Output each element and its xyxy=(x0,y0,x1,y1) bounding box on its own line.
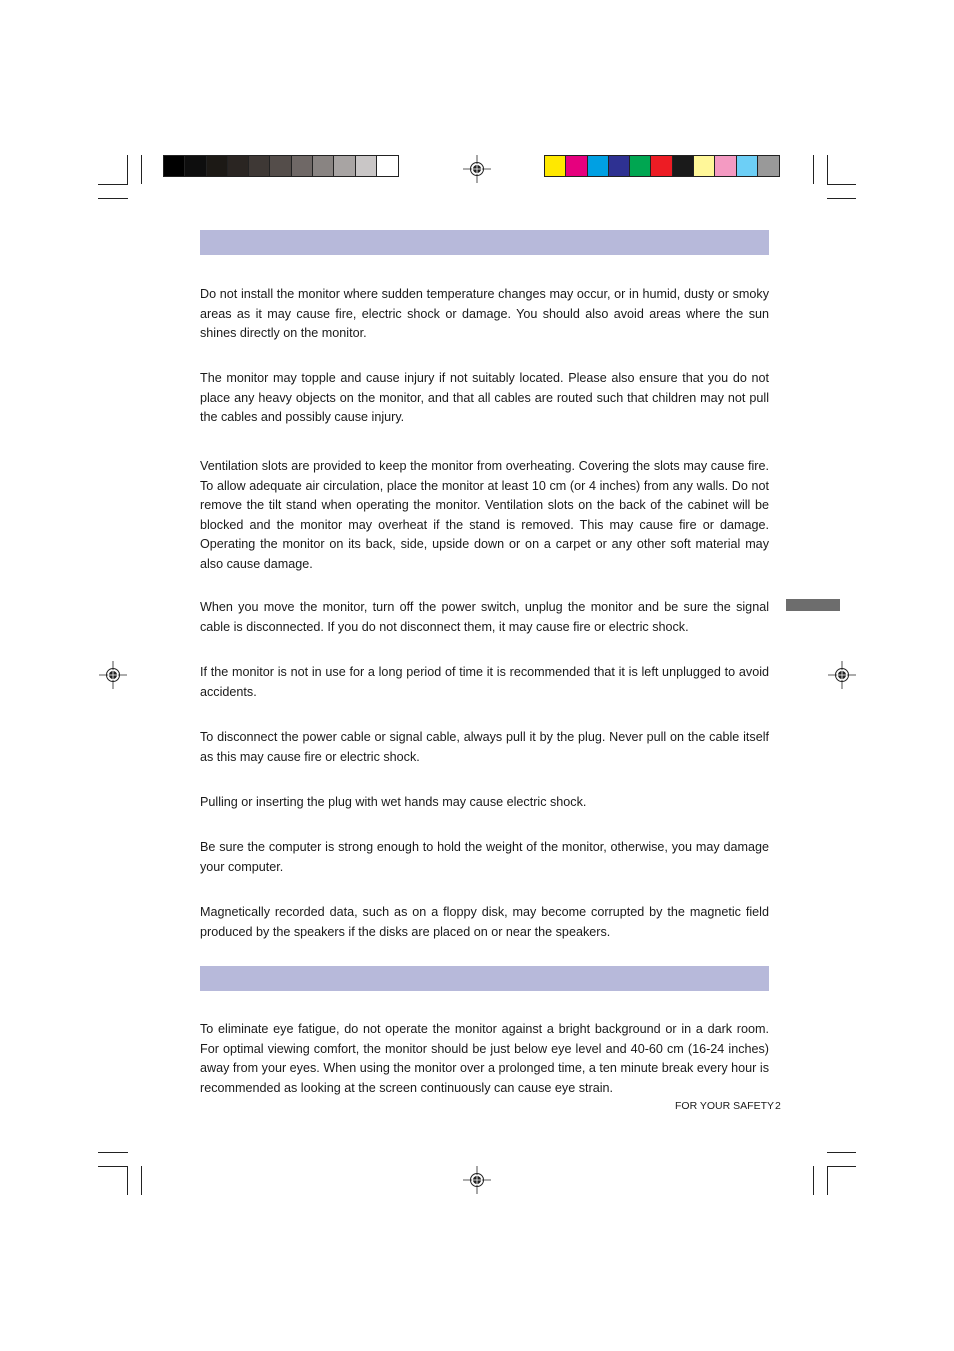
registration-mark-icon xyxy=(828,661,856,689)
color-swatch xyxy=(673,156,694,176)
safety-paragraph: Pulling or inserting the plug with wet hands may cause electric shock. xyxy=(200,795,587,809)
page-number: 2 xyxy=(775,1100,781,1112)
registration-mark-icon xyxy=(463,1166,491,1194)
color-swatch xyxy=(228,156,249,176)
color-swatch xyxy=(292,156,313,176)
safety-paragraph: Magnetically recorded data, such as on a floppy disk, may become corrupted by the magnetic field produced by the speakers if the disks are placed on or near the speakers. xyxy=(200,905,769,939)
color-swatch xyxy=(313,156,334,176)
color-swatch xyxy=(737,156,758,176)
registration-mark-icon xyxy=(463,155,491,183)
comfort-paragraph: To eliminate eye fatigue, do not operate the monitor against a bright background or in a dark room. For optimal viewing comfort, the monitor should be just below eye level and 40-60 cm (16-24 inches) away from your eyes. When using the monitor over a prolonged time, a ten minute break every hour is recommended as looking at the screen continuously can cause eye strain. xyxy=(200,1022,769,1095)
color-swatch xyxy=(249,156,270,176)
safety-paragraph: Be sure the computer is strong enough to hold the weight of the monitor, otherwise, you may damage your computer. xyxy=(200,840,769,874)
safety-paragraph: Do not install the monitor where sudden temperature changes may occur, or in humid, dusty or smoky areas as it may cause fire, electric shock or damage. You should also avoid areas where the sun shines directly on the monitor. xyxy=(200,287,769,340)
safety-paragraph: The monitor may topple and cause injury if not suitably located. Please also ensure that you do not place any heavy objects on the monitor, and that all cables are routed such that children may not pull the cables and possibly cause injury. xyxy=(200,371,769,424)
color-swatch xyxy=(715,156,736,176)
chapter-tab-marker xyxy=(786,599,840,611)
color-swatch xyxy=(164,156,185,176)
color-swatch xyxy=(566,156,587,176)
section-header-band xyxy=(200,230,769,255)
color-swatch xyxy=(270,156,291,176)
color-calibration-bar xyxy=(544,155,780,177)
color-swatch xyxy=(588,156,609,176)
safety-paragraph: When you move the monitor, turn off the power switch, unplug the monitor and be sure the signal cable is disconnected. If you do not disconnect them, it may cause fire or electric shock. xyxy=(200,600,769,634)
safety-paragraph: Ventilation slots are provided to keep the monitor from overheating. Covering the slots may cause fire. To allow adequate air circulation, place the monitor at least 10 cm (or 4 inches) from any walls. Do not remove the tilt stand when operating the monitor. Ventilation slots on the back of the cabinet will be blocked and the monitor may overheat if the stand is removed. This may cause fire or damage. Operating the monitor on its back, side, upside down or on a carpet or any other soft material may also cause damage. xyxy=(200,459,769,571)
safety-paragraph: If the monitor is not in use for a long period of time it is recommended that it is left unplugged to avoid accidents. xyxy=(200,665,769,699)
color-swatch xyxy=(356,156,377,176)
color-swatch xyxy=(185,156,206,176)
color-swatch xyxy=(694,156,715,176)
color-swatch xyxy=(334,156,355,176)
color-swatch xyxy=(651,156,672,176)
color-swatch xyxy=(758,156,779,176)
color-swatch xyxy=(207,156,228,176)
color-swatch xyxy=(545,156,566,176)
color-swatch xyxy=(377,156,398,176)
color-swatch xyxy=(630,156,651,176)
footer-section-label: FOR YOUR SAFETY xyxy=(675,1100,774,1112)
color-swatch xyxy=(609,156,630,176)
safety-paragraph: To disconnect the power cable or signal cable, always pull it by the plug. Never pull on the cable itself as this may cause fire or electric shock. xyxy=(200,730,769,764)
section-header-band xyxy=(200,966,769,991)
grayscale-calibration-bar xyxy=(163,155,399,177)
registration-mark-icon xyxy=(99,661,127,689)
